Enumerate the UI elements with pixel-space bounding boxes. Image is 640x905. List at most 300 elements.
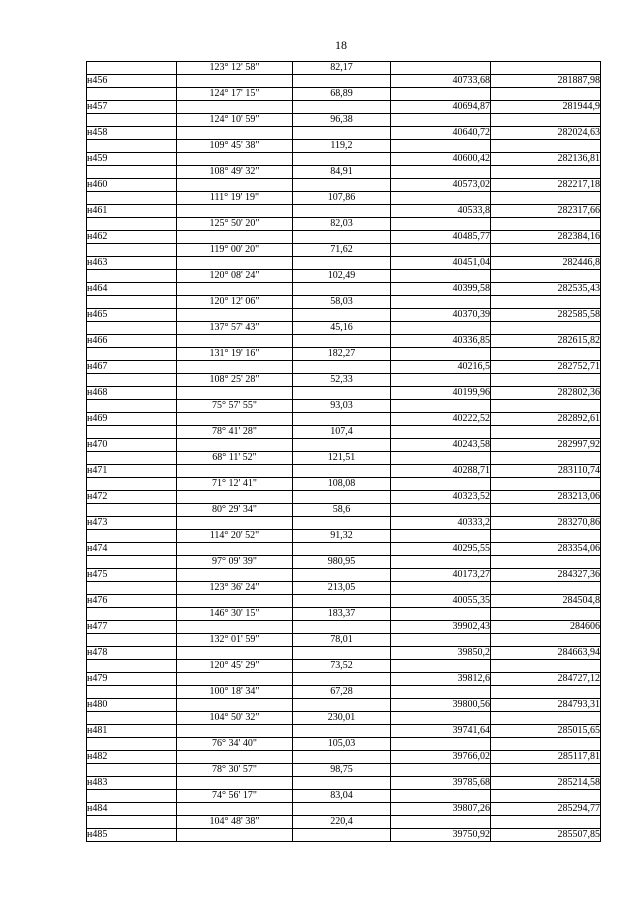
- point-number-cell: н469: [87, 413, 177, 426]
- direction-angle-cell: 124° 10' 59": [177, 114, 293, 127]
- y-coordinate-cell: [491, 192, 601, 205]
- distance-cell: 93,03: [293, 400, 391, 413]
- distance-cell: [293, 153, 391, 166]
- point-number-cell: н471: [87, 465, 177, 478]
- x-coordinate-cell: [391, 816, 491, 829]
- direction-angle-cell: 100° 18' 34": [177, 686, 293, 699]
- point-number-cell: н460: [87, 179, 177, 192]
- point-number-cell: н456: [87, 75, 177, 88]
- table-row: [87, 764, 601, 777]
- point-number-cell: н468: [87, 387, 177, 400]
- x-coordinate-cell: [391, 712, 491, 725]
- point-number-cell: [87, 400, 177, 413]
- distance-cell: 980,95: [293, 556, 391, 569]
- x-coordinate-cell: [391, 426, 491, 439]
- point-number-cell: н464: [87, 283, 177, 296]
- y-coordinate-cell: 282317,66: [491, 205, 601, 218]
- table-row: [87, 387, 601, 400]
- direction-angle-cell: 76° 34' 40": [177, 738, 293, 751]
- x-coordinate-cell: 40694,87: [391, 101, 491, 114]
- x-coordinate-cell: [391, 738, 491, 751]
- table-row: [87, 595, 601, 608]
- point-number-cell: [87, 504, 177, 517]
- distance-cell: [293, 231, 391, 244]
- direction-angle-cell: 123° 36' 24": [177, 582, 293, 595]
- distance-cell: 182,27: [293, 348, 391, 361]
- x-coordinate-cell: 40573,02: [391, 179, 491, 192]
- y-coordinate-cell: 283110,74: [491, 465, 601, 478]
- direction-angle-cell: [177, 595, 293, 608]
- x-coordinate-cell: 39902,43: [391, 621, 491, 634]
- distance-cell: [293, 517, 391, 530]
- point-number-cell: [87, 816, 177, 829]
- point-number-cell: н463: [87, 257, 177, 270]
- y-coordinate-cell: [491, 712, 601, 725]
- distance-cell: 84,91: [293, 166, 391, 179]
- direction-angle-cell: 68° 11' 52": [177, 452, 293, 465]
- x-coordinate-cell: [391, 244, 491, 257]
- point-number-cell: [87, 374, 177, 387]
- table-row: [87, 62, 601, 75]
- direction-angle-cell: [177, 179, 293, 192]
- direction-angle-cell: 132° 01' 59": [177, 634, 293, 647]
- x-coordinate-cell: [391, 582, 491, 595]
- distance-cell: [293, 283, 391, 296]
- point-number-cell: н482: [87, 751, 177, 764]
- y-coordinate-cell: 284793,31: [491, 699, 601, 712]
- distance-cell: [293, 751, 391, 764]
- direction-angle-cell: 111° 19' 19": [177, 192, 293, 205]
- point-number-cell: [87, 582, 177, 595]
- y-coordinate-cell: [491, 140, 601, 153]
- table-row: [87, 504, 601, 517]
- point-number-cell: н478: [87, 647, 177, 660]
- x-coordinate-cell: 39766,02: [391, 751, 491, 764]
- distance-cell: [293, 361, 391, 374]
- y-coordinate-cell: [491, 270, 601, 283]
- direction-angle-cell: 114° 20' 52": [177, 530, 293, 543]
- coordinates-table: [86, 61, 601, 842]
- table-row: [87, 140, 601, 153]
- distance-cell: 98,75: [293, 764, 391, 777]
- coordinates-table-body: [87, 62, 601, 842]
- point-number-cell: [87, 556, 177, 569]
- y-coordinate-cell: 282752,71: [491, 361, 601, 374]
- point-number-cell: н475: [87, 569, 177, 582]
- direction-angle-cell: 108° 25' 28": [177, 374, 293, 387]
- direction-angle-cell: 104° 50' 32": [177, 712, 293, 725]
- y-coordinate-cell: 284606: [491, 621, 601, 634]
- table-row: [87, 75, 601, 88]
- y-coordinate-cell: [491, 790, 601, 803]
- distance-cell: [293, 387, 391, 400]
- point-number-cell: н470: [87, 439, 177, 452]
- direction-angle-cell: [177, 803, 293, 816]
- point-number-cell: [87, 452, 177, 465]
- x-coordinate-cell: 40055,35: [391, 595, 491, 608]
- y-coordinate-cell: [491, 218, 601, 231]
- point-number-cell: н458: [87, 127, 177, 140]
- y-coordinate-cell: 281887,98: [491, 75, 601, 88]
- direction-angle-cell: 75° 57' 55": [177, 400, 293, 413]
- distance-cell: 230,01: [293, 712, 391, 725]
- x-coordinate-cell: 39812,6: [391, 673, 491, 686]
- table-row: [87, 647, 601, 660]
- y-coordinate-cell: 285507,85: [491, 829, 601, 842]
- point-number-cell: [87, 192, 177, 205]
- x-coordinate-cell: [391, 452, 491, 465]
- distance-cell: 96,38: [293, 114, 391, 127]
- distance-cell: 107,4: [293, 426, 391, 439]
- table-row: [87, 699, 601, 712]
- point-number-cell: н457: [87, 101, 177, 114]
- x-coordinate-cell: 40243,58: [391, 439, 491, 452]
- distance-cell: 82,03: [293, 218, 391, 231]
- x-coordinate-cell: [391, 686, 491, 699]
- point-number-cell: н483: [87, 777, 177, 790]
- table-row: [87, 88, 601, 101]
- table-row: [87, 478, 601, 491]
- point-number-cell: [87, 686, 177, 699]
- x-coordinate-cell: 40336,85: [391, 335, 491, 348]
- table-row: [87, 114, 601, 127]
- point-number-cell: [87, 530, 177, 543]
- x-coordinate-cell: 40216,5: [391, 361, 491, 374]
- point-number-cell: н480: [87, 699, 177, 712]
- distance-cell: 58,6: [293, 504, 391, 517]
- y-coordinate-cell: [491, 400, 601, 413]
- direction-angle-cell: 71° 12' 41": [177, 478, 293, 491]
- table-row: [87, 192, 601, 205]
- direction-angle-cell: [177, 257, 293, 270]
- y-coordinate-cell: [491, 504, 601, 517]
- point-number-cell: [87, 270, 177, 283]
- y-coordinate-cell: [491, 244, 601, 257]
- x-coordinate-cell: 40370,39: [391, 309, 491, 322]
- distance-cell: 73,52: [293, 660, 391, 673]
- point-number-cell: н476: [87, 595, 177, 608]
- direction-angle-cell: [177, 335, 293, 348]
- table-row: [87, 712, 601, 725]
- point-number-cell: [87, 608, 177, 621]
- x-coordinate-cell: [391, 400, 491, 413]
- y-coordinate-cell: 282585,58: [491, 309, 601, 322]
- point-number-cell: [87, 218, 177, 231]
- x-coordinate-cell: 40533,8: [391, 205, 491, 218]
- direction-angle-cell: 74° 56' 17": [177, 790, 293, 803]
- distance-cell: [293, 491, 391, 504]
- point-number-cell: [87, 478, 177, 491]
- y-coordinate-cell: 282802,36: [491, 387, 601, 400]
- distance-cell: 119,2: [293, 140, 391, 153]
- y-coordinate-cell: [491, 582, 601, 595]
- y-coordinate-cell: [491, 62, 601, 75]
- x-coordinate-cell: [391, 270, 491, 283]
- point-number-cell: [87, 348, 177, 361]
- direction-angle-cell: [177, 777, 293, 790]
- y-coordinate-cell: [491, 764, 601, 777]
- distance-cell: 68,89: [293, 88, 391, 101]
- point-number-cell: н472: [87, 491, 177, 504]
- table-row: [87, 283, 601, 296]
- x-coordinate-cell: [391, 114, 491, 127]
- table-row: [87, 452, 601, 465]
- y-coordinate-cell: 282615,82: [491, 335, 601, 348]
- table-row: [87, 725, 601, 738]
- x-coordinate-cell: 39800,56: [391, 699, 491, 712]
- table-row: [87, 166, 601, 179]
- x-coordinate-cell: [391, 530, 491, 543]
- point-number-cell: н466: [87, 335, 177, 348]
- distance-cell: 78,01: [293, 634, 391, 647]
- point-number-cell: н467: [87, 361, 177, 374]
- distance-cell: 67,28: [293, 686, 391, 699]
- direction-angle-cell: [177, 413, 293, 426]
- direction-angle-cell: [177, 127, 293, 140]
- direction-angle-cell: 137° 57' 43": [177, 322, 293, 335]
- direction-angle-cell: 120° 08' 24": [177, 270, 293, 283]
- x-coordinate-cell: 39750,92: [391, 829, 491, 842]
- y-coordinate-cell: [491, 426, 601, 439]
- direction-angle-cell: [177, 283, 293, 296]
- y-coordinate-cell: 284504,8: [491, 595, 601, 608]
- y-coordinate-cell: 284727,12: [491, 673, 601, 686]
- x-coordinate-cell: 40451,04: [391, 257, 491, 270]
- y-coordinate-cell: 282997,92: [491, 439, 601, 452]
- x-coordinate-cell: [391, 764, 491, 777]
- distance-cell: 107,86: [293, 192, 391, 205]
- point-number-cell: [87, 114, 177, 127]
- point-number-cell: [87, 62, 177, 75]
- x-coordinate-cell: 40333,2: [391, 517, 491, 530]
- distance-cell: 91,32: [293, 530, 391, 543]
- direction-angle-cell: 104° 48' 38": [177, 816, 293, 829]
- direction-angle-cell: 80° 29' 34": [177, 504, 293, 517]
- direction-angle-cell: [177, 829, 293, 842]
- direction-angle-cell: [177, 725, 293, 738]
- table-row: [87, 491, 601, 504]
- direction-angle-cell: [177, 517, 293, 530]
- point-number-cell: [87, 660, 177, 673]
- table-row: [87, 673, 601, 686]
- table-row: [87, 738, 601, 751]
- distance-cell: 121,51: [293, 452, 391, 465]
- y-coordinate-cell: [491, 530, 601, 543]
- distance-cell: [293, 179, 391, 192]
- table-row: [87, 608, 601, 621]
- distance-cell: [293, 309, 391, 322]
- distance-cell: 108,08: [293, 478, 391, 491]
- distance-cell: 102,49: [293, 270, 391, 283]
- x-coordinate-cell: [391, 322, 491, 335]
- distance-cell: [293, 465, 391, 478]
- x-coordinate-cell: [391, 634, 491, 647]
- table-row: [87, 257, 601, 270]
- point-number-cell: н461: [87, 205, 177, 218]
- distance-cell: 105,03: [293, 738, 391, 751]
- distance-cell: [293, 725, 391, 738]
- distance-cell: 82,17: [293, 62, 391, 75]
- table-row: [87, 309, 601, 322]
- distance-cell: 183,37: [293, 608, 391, 621]
- x-coordinate-cell: 39850,2: [391, 647, 491, 660]
- y-coordinate-cell: [491, 478, 601, 491]
- distance-cell: 71,62: [293, 244, 391, 257]
- point-number-cell: [87, 712, 177, 725]
- direction-angle-cell: [177, 387, 293, 400]
- point-number-cell: [87, 88, 177, 101]
- y-coordinate-cell: [491, 166, 601, 179]
- direction-angle-cell: 120° 45' 29": [177, 660, 293, 673]
- x-coordinate-cell: 40222,52: [391, 413, 491, 426]
- distance-cell: [293, 413, 391, 426]
- table-row: [87, 634, 601, 647]
- y-coordinate-cell: 282217,18: [491, 179, 601, 192]
- table-row: [87, 660, 601, 673]
- point-number-cell: [87, 764, 177, 777]
- table-row: [87, 790, 601, 803]
- direction-angle-cell: [177, 751, 293, 764]
- x-coordinate-cell: [391, 140, 491, 153]
- y-coordinate-cell: 282384,16: [491, 231, 601, 244]
- distance-cell: [293, 335, 391, 348]
- table-row: [87, 556, 601, 569]
- x-coordinate-cell: [391, 790, 491, 803]
- distance-cell: 58,03: [293, 296, 391, 309]
- y-coordinate-cell: [491, 374, 601, 387]
- table-row: [87, 361, 601, 374]
- point-number-cell: н479: [87, 673, 177, 686]
- table-row: [87, 413, 601, 426]
- table-row: [87, 179, 601, 192]
- direction-angle-cell: [177, 465, 293, 478]
- direction-angle-cell: [177, 621, 293, 634]
- table-row: [87, 322, 601, 335]
- direction-angle-cell: [177, 569, 293, 582]
- table-row: [87, 231, 601, 244]
- y-coordinate-cell: [491, 816, 601, 829]
- y-coordinate-cell: 284663,94: [491, 647, 601, 660]
- point-number-cell: н484: [87, 803, 177, 816]
- table-row: [87, 127, 601, 140]
- direction-angle-cell: [177, 673, 293, 686]
- x-coordinate-cell: 40323,52: [391, 491, 491, 504]
- x-coordinate-cell: 40399,58: [391, 283, 491, 296]
- direction-angle-cell: [177, 699, 293, 712]
- y-coordinate-cell: [491, 322, 601, 335]
- distance-cell: [293, 543, 391, 556]
- table-row: [87, 244, 601, 257]
- direction-angle-cell: [177, 543, 293, 556]
- distance-cell: [293, 673, 391, 686]
- distance-cell: [293, 621, 391, 634]
- x-coordinate-cell: [391, 296, 491, 309]
- table-row: [87, 374, 601, 387]
- y-coordinate-cell: 285294,77: [491, 803, 601, 816]
- point-number-cell: [87, 738, 177, 751]
- y-coordinate-cell: [491, 296, 601, 309]
- y-coordinate-cell: 281944,9: [491, 101, 601, 114]
- table-row: [87, 751, 601, 764]
- distance-cell: [293, 101, 391, 114]
- y-coordinate-cell: 282535,43: [491, 283, 601, 296]
- y-coordinate-cell: [491, 114, 601, 127]
- direction-angle-cell: [177, 647, 293, 660]
- direction-angle-cell: 109° 45' 38": [177, 140, 293, 153]
- point-number-cell: н459: [87, 153, 177, 166]
- direction-angle-cell: [177, 231, 293, 244]
- direction-angle-cell: 125° 50' 20": [177, 218, 293, 231]
- direction-angle-cell: 131° 19' 16": [177, 348, 293, 361]
- x-coordinate-cell: [391, 218, 491, 231]
- point-number-cell: н465: [87, 309, 177, 322]
- table-row: [87, 816, 601, 829]
- y-coordinate-cell: 283213,06: [491, 491, 601, 504]
- point-number-cell: н462: [87, 231, 177, 244]
- distance-cell: [293, 439, 391, 452]
- table-row: [87, 400, 601, 413]
- y-coordinate-cell: [491, 88, 601, 101]
- y-coordinate-cell: [491, 634, 601, 647]
- direction-angle-cell: 78° 41' 28": [177, 426, 293, 439]
- x-coordinate-cell: [391, 660, 491, 673]
- table-row: [87, 530, 601, 543]
- x-coordinate-cell: [391, 478, 491, 491]
- direction-angle-cell: [177, 361, 293, 374]
- y-coordinate-cell: [491, 452, 601, 465]
- x-coordinate-cell: 40199,96: [391, 387, 491, 400]
- distance-cell: [293, 803, 391, 816]
- y-coordinate-cell: [491, 660, 601, 673]
- y-coordinate-cell: 284327,36: [491, 569, 601, 582]
- direction-angle-cell: [177, 439, 293, 452]
- y-coordinate-cell: 282446,8: [491, 257, 601, 270]
- direction-angle-cell: [177, 491, 293, 504]
- distance-cell: [293, 777, 391, 790]
- direction-angle-cell: 97° 09' 39": [177, 556, 293, 569]
- distance-cell: [293, 257, 391, 270]
- y-coordinate-cell: [491, 348, 601, 361]
- table-row: [87, 517, 601, 530]
- x-coordinate-cell: [391, 166, 491, 179]
- point-number-cell: н485: [87, 829, 177, 842]
- x-coordinate-cell: 40640,72: [391, 127, 491, 140]
- y-coordinate-cell: 282024,63: [491, 127, 601, 140]
- point-number-cell: [87, 140, 177, 153]
- distance-cell: [293, 647, 391, 660]
- table-row: [87, 270, 601, 283]
- table-row: [87, 426, 601, 439]
- y-coordinate-cell: 283354,06: [491, 543, 601, 556]
- y-coordinate-cell: 282136,81: [491, 153, 601, 166]
- table-row: [87, 153, 601, 166]
- distance-cell: 45,16: [293, 322, 391, 335]
- distance-cell: 213,05: [293, 582, 391, 595]
- point-number-cell: н473: [87, 517, 177, 530]
- distance-cell: 83,04: [293, 790, 391, 803]
- x-coordinate-cell: 40733,68: [391, 75, 491, 88]
- distance-cell: [293, 569, 391, 582]
- x-coordinate-cell: [391, 348, 491, 361]
- point-number-cell: [87, 296, 177, 309]
- table-row: [87, 582, 601, 595]
- table-row: [87, 335, 601, 348]
- point-number-cell: [87, 166, 177, 179]
- y-coordinate-cell: 285015,65: [491, 725, 601, 738]
- x-coordinate-cell: [391, 62, 491, 75]
- x-coordinate-cell: 40485,77: [391, 231, 491, 244]
- point-number-cell: н477: [87, 621, 177, 634]
